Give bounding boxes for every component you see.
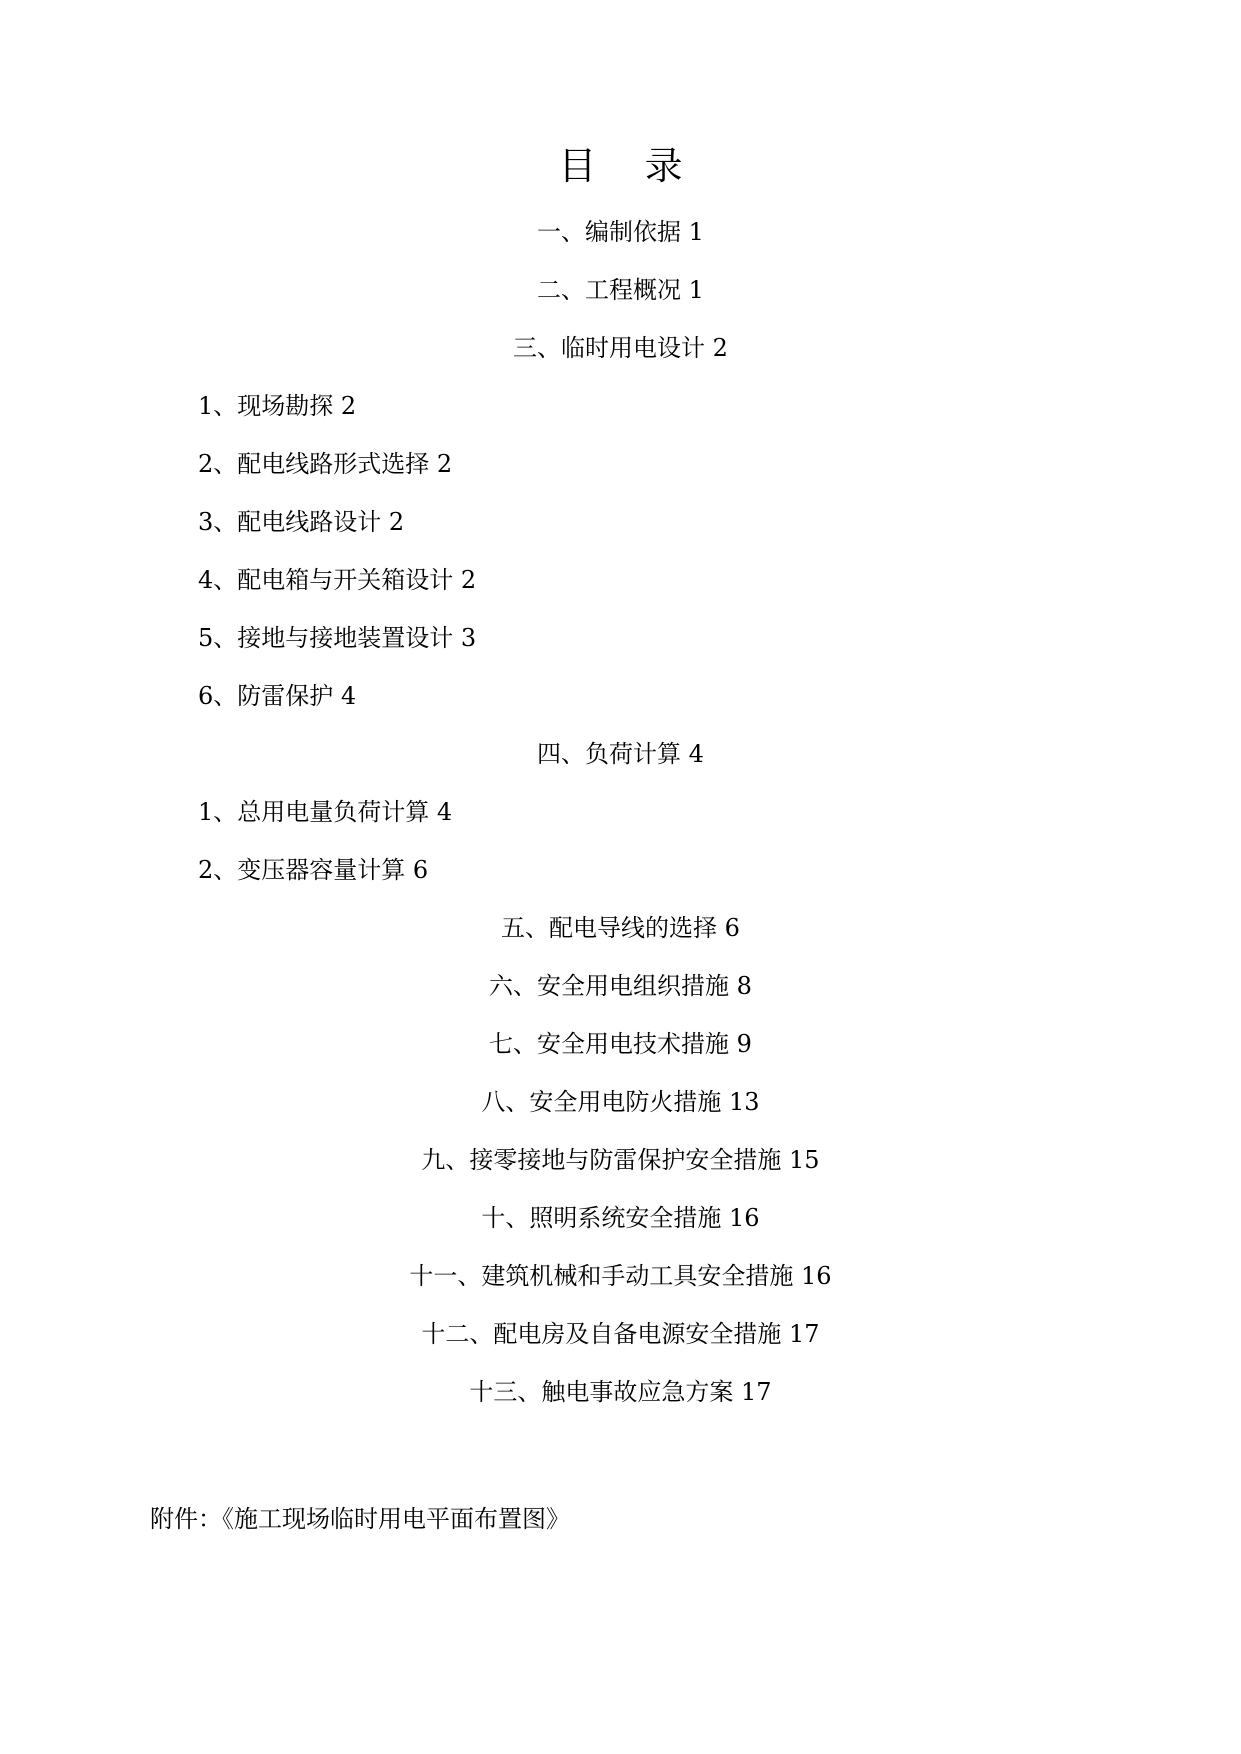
toc-entry-3-4: 4、配电箱与开关箱设计 2 — [198, 566, 477, 594]
toc-entry-3: 三、临时用电设计 2 — [513, 334, 728, 362]
toc-entry-8: 八、安全用电防火措施 13 — [481, 1088, 760, 1116]
toc-entry-1: 一、编制依据 1 — [537, 218, 704, 246]
toc-entry-4-1: 1、总用电量负荷计算 4 — [198, 798, 453, 826]
toc-entry-3-1: 1、现场勘探 2 — [198, 392, 357, 420]
toc-entry-4-2: 2、变压器容量计算 6 — [198, 856, 429, 884]
toc-entry-2: 二、工程概况 1 — [537, 276, 704, 304]
toc-entry-9: 九、接零接地与防雷保护安全措施 15 — [421, 1146, 820, 1174]
toc-entry-3-6: 6、防雷保护 4 — [198, 682, 357, 710]
appendix-line: 附件：《施工现场临时用电平面布置图》 — [150, 1505, 570, 1533]
toc-entry-5: 五、配电导线的选择 6 — [501, 914, 740, 942]
toc-entry-3-3: 3、配电线路设计 2 — [198, 508, 405, 536]
toc-entry-4: 四、负荷计算 4 — [537, 740, 704, 768]
toc-entry-3-5: 5、接地与接地装置设计 3 — [198, 624, 477, 652]
toc-entry-6: 六、安全用电组织措施 8 — [489, 972, 752, 1000]
toc-entry-11: 十一、建筑机械和手动工具安全措施 16 — [409, 1262, 832, 1290]
toc-entry-7: 七、安全用电技术措施 9 — [489, 1030, 752, 1058]
toc-entry-3-2: 2、配电线路形式选择 2 — [198, 450, 453, 478]
toc-title: 目 录 — [558, 144, 683, 188]
toc-entry-12: 十二、配电房及自备电源安全措施 17 — [421, 1320, 820, 1348]
toc-entry-13: 十三、触电事故应急方案 17 — [469, 1378, 772, 1406]
toc-entry-10: 十、照明系统安全措施 16 — [481, 1204, 760, 1232]
